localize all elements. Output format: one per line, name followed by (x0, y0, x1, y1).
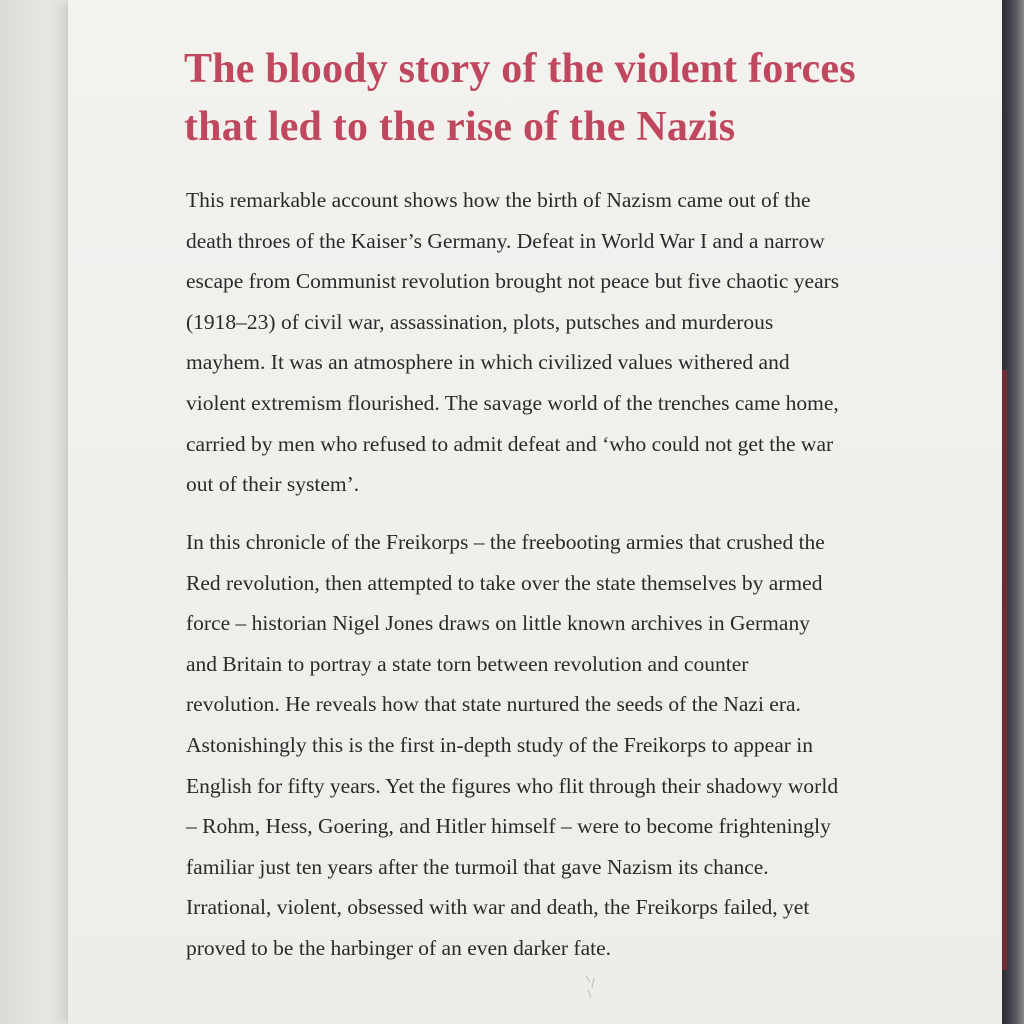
text-line: violent extremism flourished. The savage world of the trenches came home, (186, 390, 839, 415)
text-line: carried by men who refused to admit defeat and ‘who could not get the war (186, 431, 834, 456)
headline (184, 40, 984, 156)
text-line: proved to be the harbinger of an even darker fate. (186, 935, 612, 960)
text-line: death throes of the Kaiser’s Germany. Defeat in World War I and a narrow (186, 228, 825, 253)
text-line: In this chronicle of the Freikorps – the freebooting armies that crushed the (186, 530, 825, 554)
text-line: (1918–23) of civil war, assassination, plots, putsches and murderous (186, 309, 774, 334)
text-line: familiar just ten years after the turmoil that gave Nazism its chance. (186, 854, 769, 879)
text-line: force – historian Nigel Jones draws on little known archives in Germany (186, 611, 810, 636)
text-line: – Rohm, Hess, Goering, and Hitler himself – were to become frighteningly (186, 814, 831, 839)
paper-speck (582, 972, 600, 1002)
blurb-paragraph-1 (186, 180, 976, 505)
text-line: English for fifty years. Yet the figures who flit through their shadowy world (186, 773, 839, 798)
text-line: Astonishingly this is the first in-depth study of the Freikorps to appear in (186, 732, 814, 757)
text-line: escape from Communist revolution brought not peace but five chaotic years (186, 269, 840, 294)
text-line: Irrational, violent, obsessed with war and death, the Freikorps failed, yet (186, 895, 810, 920)
text-line: This remarkable account shows how the birth of Nazism came out of the (186, 188, 811, 212)
text-line: revolution. He reveals how that state nurtured the seeds of the Nazi era. (186, 692, 801, 717)
text-line: and Britain to portray a state torn between revolution and counter (186, 651, 749, 676)
blurb-paragraph-2 (186, 522, 976, 969)
text-line: Red revolution, then attempted to take over the state themselves by armed (186, 570, 823, 595)
headline-line: that led to the rise of the Nazis (184, 104, 736, 150)
spine-red-stripe (1002, 370, 1007, 970)
text-line: out of their system’. (186, 472, 360, 497)
headline-line: The bloody story of the violent forces (184, 46, 856, 92)
text-line: mayhem. It was an atmosphere in which civilized values withered and (186, 350, 790, 375)
